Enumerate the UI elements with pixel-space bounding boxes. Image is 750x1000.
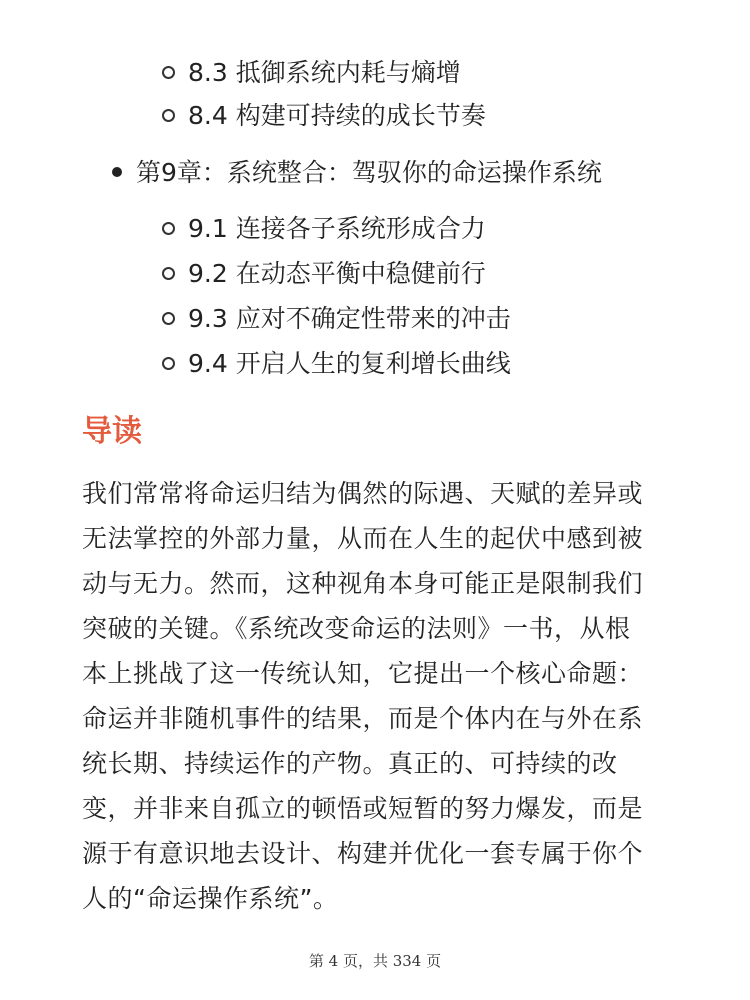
toc-item-9-2 <box>162 251 486 296</box>
hollow-circle-bullet-icon <box>162 357 175 370</box>
paragraph-line: 命运并非随机事件的结果，而是个体内在与外在系 <box>82 704 644 733</box>
hollow-circle-bullet-icon <box>162 267 175 280</box>
toc-item-9-1 <box>162 206 486 251</box>
toc-chapter-label: 第9章：系统整合：驾驭你的命运操作系统 <box>136 158 602 187</box>
hollow-circle-bullet-icon <box>162 312 175 325</box>
filled-circle-bullet-icon <box>112 167 122 177</box>
toc-item-label: 8.4 构建可持续的成长节奏 <box>188 101 486 130</box>
toc-chapter-9 <box>112 150 602 195</box>
paragraph-line: 无法掌控的外部力量，从而在人生的起伏中感到被 <box>82 524 644 553</box>
hollow-circle-bullet-icon <box>162 66 175 79</box>
toc-item-8-4 <box>162 93 486 138</box>
intro-paragraph <box>82 471 668 921</box>
paragraph-line: 统长期、持续运作的产物。真正的、可持续的改 <box>82 749 618 778</box>
paragraph-line: 人的“命运操作系统”。 <box>82 884 339 913</box>
paragraph-line: 源于有意识地去设计、构建并优化一套专属于你个 <box>82 839 644 868</box>
paragraph-line: 本上挑战了这一传统认知，它提出一个核心命题： <box>82 659 644 688</box>
toc-item-9-3 <box>162 296 511 341</box>
toc-item-label: 9.2 在动态平衡中稳健前行 <box>188 259 486 288</box>
toc-item-label: 9.3 应对不确定性带来的冲击 <box>188 304 511 333</box>
hollow-circle-bullet-icon <box>162 222 175 235</box>
toc-item-9-4 <box>162 341 511 386</box>
paragraph-line: 我们常常将命运归结为偶然的际遇、天赋的差异或 <box>82 479 644 508</box>
page-number-footer: 第 4 页，共 334 页 <box>308 952 442 970</box>
hollow-circle-bullet-icon <box>162 109 175 122</box>
intro-heading: 导读 <box>82 414 142 449</box>
paragraph-line: 动与无力。然而，这种视角本身可能正是限制我们 <box>82 569 644 598</box>
toc-item-label: 9.4 开启人生的复利增长曲线 <box>188 349 511 378</box>
paragraph-line: 变，并非来自孤立的顿悟或短暂的努力爆发，而是 <box>82 794 644 823</box>
toc-item-label: 9.1 连接各子系统形成合力 <box>188 214 486 243</box>
toc-item-label: 8.3 抵御系统内耗与熵增 <box>188 58 461 87</box>
paragraph-line: 突破的关键。《系统改变命运的法则》一书，从根 <box>82 614 631 643</box>
toc-item-8-3 <box>162 50 461 95</box>
